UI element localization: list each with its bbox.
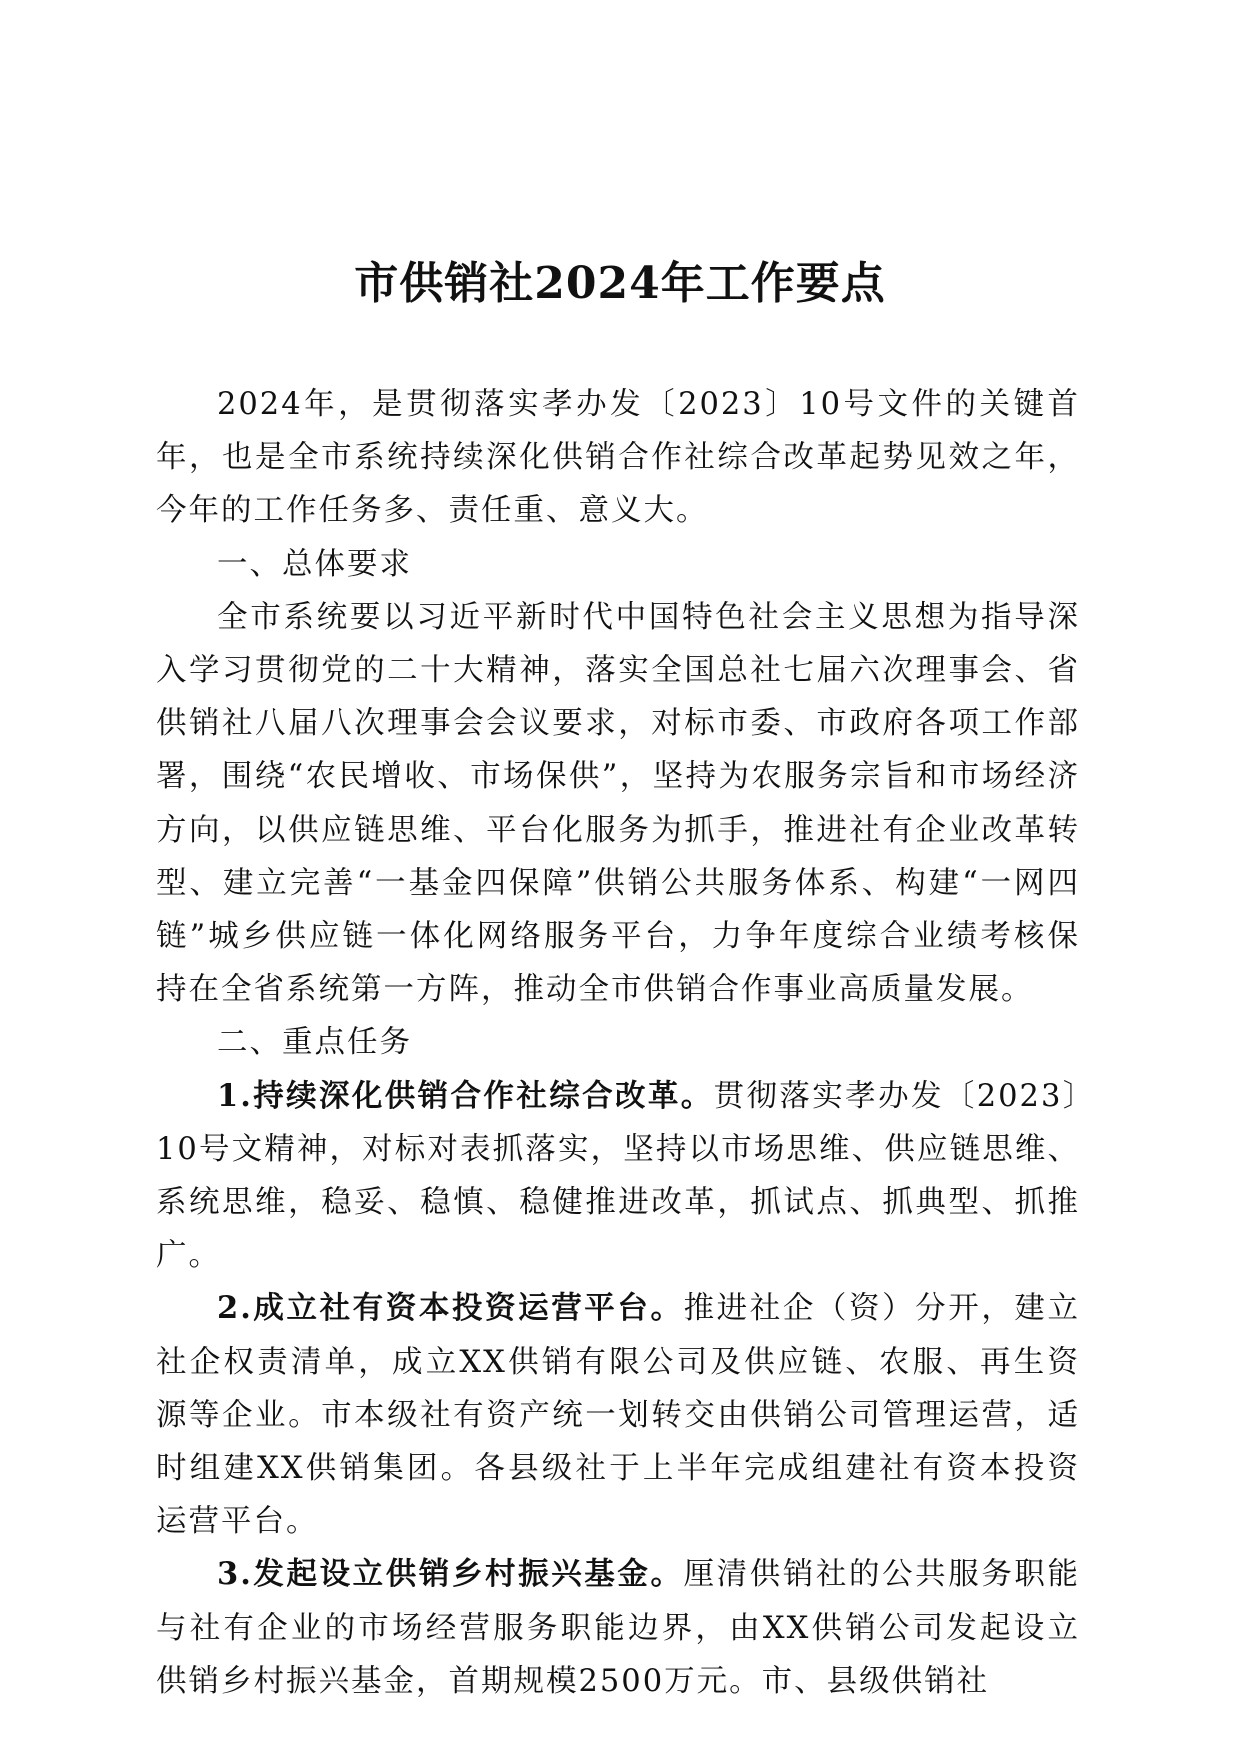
task-item-1 bbox=[156, 1070, 1080, 1283]
general-requirements-paragraph: 全市系统要以习近平新时代中国特色社会主义思想为指导深入学习贯彻党的二十大精神，落实全国总社七届六次理事会、省供销社八届八次理事会会议要求，对标市委、市政府各项工作部署，围绕“农民增收、市场保供”，坚持为农服务宗旨和市场经济方向，以供应链思维、平台化服务为抓手，推进社有企业改革转型、建立完善“一基金四保障”供销公共服务体系、构建“一网四链”城乡供应链一体化网络服务平台，力争年度综合业绩考核保持在全省系统第一方阵，推动全市供销合作事业高质量发展。 bbox=[156, 599, 1080, 1008]
section-heading-general-requirements: 一、总体要求 bbox=[217, 546, 412, 582]
document-body bbox=[156, 378, 1080, 1708]
task-item-1-text: 贯彻落实孝办发〔2023〕10号文精神，对标对表抓落实，坚持以市场思维、供应链思维、系统思维，稳妥、稳慎、稳健推进改革，抓试点、抓典型、抓推广。 bbox=[156, 1078, 1080, 1274]
task-item-2 bbox=[156, 1282, 1080, 1548]
task-item-3-lead: 3.发起设立供销乡村振兴基金。 bbox=[217, 1556, 684, 1593]
document-title: 市供销社2024年工作要点 bbox=[354, 258, 886, 309]
task-item-2-lead: 2.成立社有资本投资运营平台。 bbox=[217, 1290, 684, 1327]
intro-paragraph: 2024年，是贯彻落实孝办发〔2023〕10号文件的关键首年，也是全市系统持续深化供销合作社综合改革起势见效之年，今年的工作任务多、责任重、意义大。 bbox=[156, 387, 1080, 529]
task-item-1-lead: 1.持续深化供销合作社综合改革。 bbox=[217, 1077, 714, 1114]
task-item-3 bbox=[156, 1548, 1080, 1708]
task-item-3-text: 厘清供销社的公共服务职能与社有企业的市场经营服务职能边界，由XX供销公司发起设立供销乡村振兴基金，首期规模2500万元。市、县级供销社 bbox=[156, 1557, 1081, 1699]
task-item-2-text: 推进社企（资）分开，建立社企权责清单，成立XX供销有限公司及供应链、农服、再生资源等企业。市本级社有资产统一划转交由供销公司管理运营，适时组建XX供销集团。各县级社于上半年完成组建社有资本投资运营平台。 bbox=[156, 1291, 1081, 1540]
section-heading-key-tasks: 二、重点任务 bbox=[217, 1025, 412, 1061]
